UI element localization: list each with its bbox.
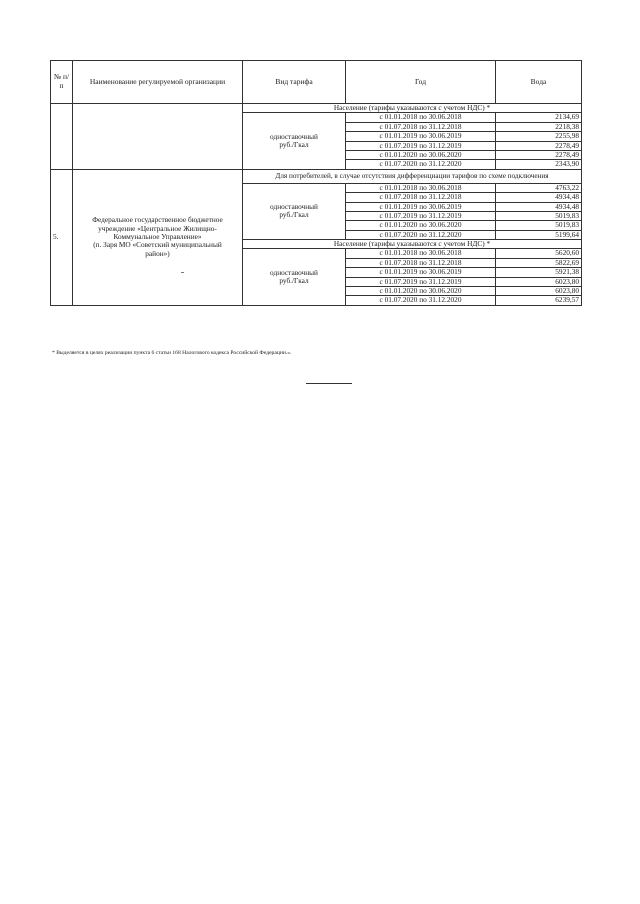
value-cell: 5019,83 bbox=[496, 211, 582, 220]
tariff-kind-line: одноставочный bbox=[270, 202, 318, 212]
header-tariff-type: Вид тарифа bbox=[243, 61, 346, 104]
group-title: Для потребителей, в случае отсутствия дифференциации тарифов по схеме подключения bbox=[243, 169, 582, 183]
header-year: Год bbox=[346, 61, 496, 104]
org-name-line: Федеральное государственное бюджетное bbox=[92, 215, 223, 225]
period-cell: с 01.01.2020 по 30.06.2020 bbox=[346, 221, 496, 230]
value-cell: 5620,60 bbox=[496, 249, 582, 258]
section-title-row bbox=[51, 169, 582, 183]
value-cell: 2255,98 bbox=[496, 132, 582, 141]
org-name-line: (п. Заря МО «Советский муниципальный bbox=[93, 240, 222, 250]
header-organization: Наименование регулируемой организации bbox=[73, 61, 243, 104]
period-cell: с 01.01.2019 по 30.06.2019 bbox=[346, 202, 496, 211]
period-cell: с 01.01.2020 по 30.06.2020 bbox=[346, 150, 496, 159]
period-cell: с 01.07.2020 по 31.12.2020 bbox=[346, 160, 496, 169]
period-cell: с 01.07.2018 по 31.12.2018 bbox=[346, 193, 496, 202]
header-number: № п/п bbox=[51, 61, 73, 104]
org-number-cell bbox=[51, 104, 73, 170]
period-cell: с 01.07.2018 по 31.12.2018 bbox=[346, 122, 496, 131]
period-cell: с 01.07.2019 по 31.12.2019 bbox=[346, 141, 496, 150]
value-cell: 4934,48 bbox=[496, 202, 582, 211]
value-cell: 5199,64 bbox=[496, 230, 582, 239]
org-number-cell: 5. bbox=[51, 169, 73, 305]
period-cell: с 01.07.2020 по 31.12.2020 bbox=[346, 230, 496, 239]
org-name-line: район») bbox=[145, 248, 170, 258]
period-cell: с 01.01.2018 по 30.06.2018 bbox=[346, 113, 496, 122]
value-cell: 6239,57 bbox=[496, 296, 582, 305]
tariff-kind-cell bbox=[243, 249, 346, 305]
tariff-unit-line: руб./Гкал bbox=[279, 140, 309, 150]
period-cell: с 01.01.2020 по 30.06.2020 bbox=[346, 287, 496, 296]
value-cell: 2343,90 bbox=[496, 160, 582, 169]
period-cell: с 01.07.2018 по 31.12.2018 bbox=[346, 258, 496, 267]
period-cell: с 01.01.2019 по 30.06.2019 bbox=[346, 132, 496, 141]
period-cell: с 01.01.2019 по 30.06.2019 bbox=[346, 268, 496, 277]
org-name-cell bbox=[73, 104, 243, 170]
value-cell: 4934,48 bbox=[496, 193, 582, 202]
tariff-table bbox=[50, 60, 582, 306]
org-name-line: Коммунальное Управление» bbox=[113, 232, 202, 242]
period-cell: с 01.07.2020 по 31.12.2020 bbox=[346, 296, 496, 305]
table-header-row bbox=[51, 61, 582, 104]
group-title: Население (тарифы указываются с учетом НДС) * bbox=[243, 104, 582, 113]
period-cell: с 01.01.2018 по 30.06.2018 bbox=[346, 183, 496, 192]
org-name-cell bbox=[73, 169, 243, 305]
separator-line bbox=[306, 383, 352, 384]
tariff-kind-cell bbox=[243, 113, 346, 169]
tariff-unit-line: руб./Гкал bbox=[279, 276, 309, 286]
value-cell: 4763,22 bbox=[496, 183, 582, 192]
value-cell: 6023,80 bbox=[496, 287, 582, 296]
period-cell: с 01.07.2019 по 31.12.2019 bbox=[346, 277, 496, 286]
org-name-line: учреждение «Центральное Жилищно- bbox=[98, 223, 217, 233]
tariff-kind-line: одноставочный bbox=[270, 267, 318, 277]
value-cell: 2278,49 bbox=[496, 141, 582, 150]
footnote: * Выделяется в целях реализации пункта 6 статьи 168 Налогового кодекса Российской Федерации.». bbox=[52, 350, 292, 356]
value-cell: 2218,38 bbox=[496, 122, 582, 131]
tariff-kind-line: одноставочный bbox=[270, 131, 318, 141]
header-water: Вода bbox=[496, 61, 582, 104]
value-cell: 5921,38 bbox=[496, 268, 582, 277]
period-cell: с 01.07.2019 по 31.12.2019 bbox=[346, 211, 496, 220]
value-cell: 2134,69 bbox=[496, 113, 582, 122]
section-title-row bbox=[51, 104, 582, 113]
value-cell: 2278,49 bbox=[496, 150, 582, 159]
period-cell: с 01.01.2018 по 30.06.2018 bbox=[346, 249, 496, 258]
value-cell: 5822,69 bbox=[496, 258, 582, 267]
group-title: Население (тарифы указываются с учетом НДС) * bbox=[243, 240, 582, 249]
tariff-unit-line: руб./Гкал bbox=[279, 210, 309, 220]
tariff-kind-cell bbox=[243, 183, 346, 239]
value-cell: 6023,80 bbox=[496, 277, 582, 286]
value-cell: 5019,83 bbox=[496, 221, 582, 230]
scan-speck bbox=[181, 272, 184, 273]
